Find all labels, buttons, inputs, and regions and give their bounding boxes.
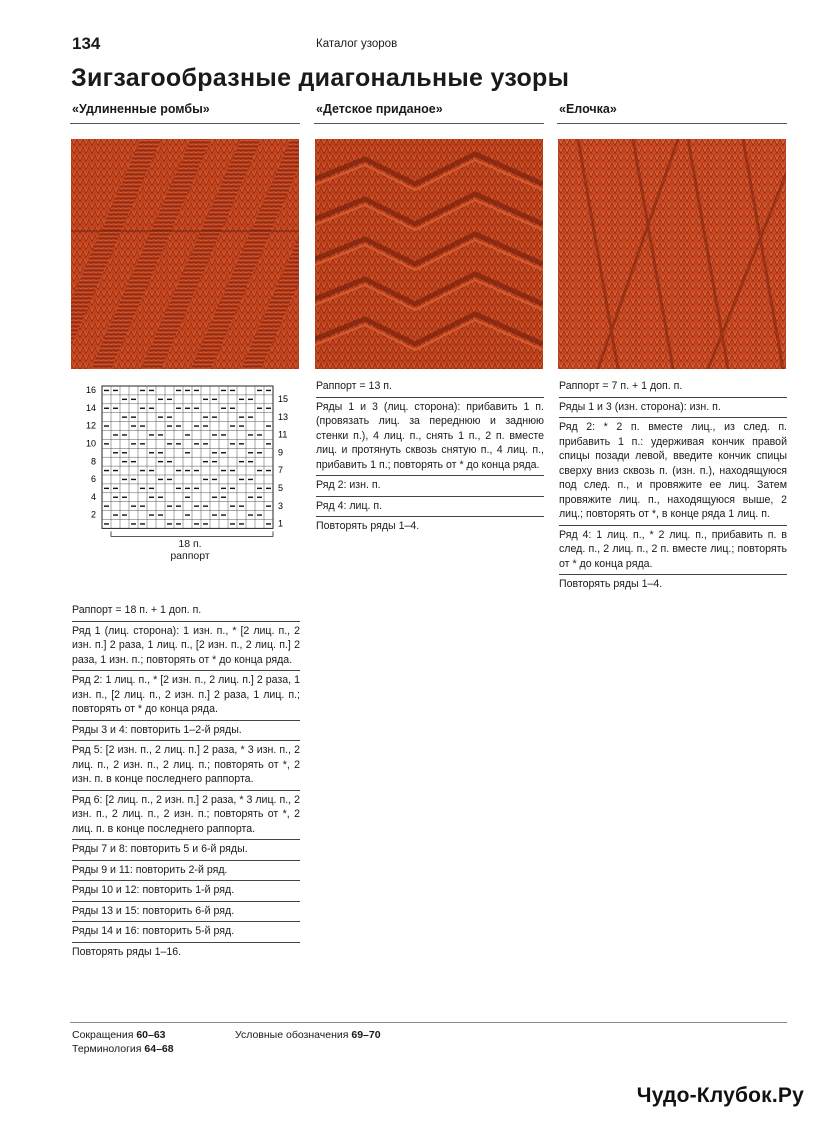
instruction-paragraph: Ряды 9 и 11: повторить 2-й ряд. [72,861,300,882]
footer-symbols-pages: 69–70 [351,1029,381,1041]
footer-terminology-label: Терминология [72,1043,142,1055]
footer-terminology-pages: 64–68 [144,1043,174,1055]
chart-row-number: 12 [85,420,96,431]
instruction-paragraph: Ряд 2: изн. п. [316,476,544,497]
instruction-paragraph: Повторять ряды 1–4. [559,578,663,590]
instructions-herringbone [559,377,787,595]
chart-row-number: 4 [90,491,96,502]
swatch-photo-baby-layette [315,139,543,369]
instruction-paragraph: Ряды 3 и 4: повторить 1–2-й ряды. [72,721,300,742]
instruction-paragraph: Ряд 5: [2 изн. п., 2 лиц. п.] 2 раза, * 3 изн. п., 2 лиц. п., 2 изн. п., 2 лиц. п.; повторять от *, 2 изн. п. в конце последнего раппорта. [72,741,300,791]
instruction-paragraph: Ряды 1 и 3 (изн. сторона): изн. п. [559,398,787,419]
swatch-photo-elongated-diamonds [71,139,299,369]
pattern-title-herringbone: «Елочка» [559,102,617,116]
instructions-baby-layette [316,377,544,537]
instruction-paragraph: Раппорт = 13 п. [316,377,544,398]
chart-caption-count: 18 п. [178,538,202,550]
footer-abbreviations-pages: 60–63 [136,1029,166,1041]
instruction-paragraph: Ряд 4: лиц. п. [316,497,544,518]
instruction-paragraph: Ряд 2: * 2 п. вместе лиц., из след. п. прибавить 1 п.: удерживая кончик правой спицы позади левой, введите кончик спицы сверху вниз сквозь п. (изн. п.), находящуюся под след. п., и провяжите ее лиц. Затем провяжите лиц. п., находящуюся выше, 2 лиц.; повторять от *, в конце ряда 1 лиц. п. [559,418,787,526]
chart-row-number: 6 [90,474,96,485]
instruction-paragraph: Ряд 2: 1 лиц. п., * [2 изн. п., 2 лиц. п.] 2 раза, 1 изн. п., [2 лиц. п., 2 изн. п.] 2 раза, 1 лиц. п.; повторять от * до конца ряда. [72,671,300,721]
instruction-paragraph: Ряды 13 и 15: повторить 6-й ряд. [72,902,300,923]
watermark-logo: Чудо-Клубок.Ру [636,1084,804,1107]
instruction-paragraph: Ряды 14 и 16: повторить 5-й ряд. [72,922,300,943]
page-title: Зигзагообразные диагональные узоры [71,64,570,92]
instruction-paragraph: Повторять ряды 1–4. [316,520,420,532]
instruction-paragraph: Ряды 1 и 3 (лиц. сторона): прибавить 1 п. (провязать лиц. за переднюю и заднюю стенки п.), 4 лиц. п., снять 1 п., 2 п. вместе лиц. и протянуть сквозь снятую п., 4 лиц. п., прибавить 1 п.; повторять от * до конца ряда. [316,398,544,477]
chart-row-number: 8 [90,456,96,467]
chart-row-number: 11 [278,429,288,440]
pattern-title-elongated-diamonds: «Удлиненные ромбы» [72,102,210,116]
chart-row-number: 2 [90,509,96,520]
pattern-title-baby-layette: «Детское приданое» [316,102,443,116]
instruction-paragraph: Ряды 7 и 8: повторить 5 и 6-й ряды. [72,840,300,861]
instruction-paragraph: Ряд 1 (лиц. сторона): 1 изн. п., * [2 лиц. п., 2 изн. п.] 2 раза, 1 лиц. п., [2 изн. п., 2 лиц. п.] 2 раза, 1 изн. п.; повторять от * до конца ряда. [72,622,300,672]
chart-repeat-bracket [111,531,273,536]
instruction-paragraph: Ряд 4: 1 лиц. п., * 2 лиц. п., прибавить п. в след. п., 2 лиц. п., 2 п. вместе лиц.; повторять от * до конца ряда. [559,526,787,576]
chart-row-number: 5 [278,483,284,494]
page-number: 134 [72,34,101,53]
instruction-paragraph: Ряды 10 и 12: повторить 1-й ряд. [72,881,300,902]
footer-rule [70,1022,787,1023]
instruction-paragraph: Повторять ряды 1–16. [72,945,182,958]
instruction-paragraph: Ряд 6: [2 лиц. п., 2 изн. п.] 2 раза, * 3 лиц. п., 2 изн. п., 2 лиц. п., 2 изн. п.; повторять от *, 2 лиц. п. в конце последнего раппорта. [72,791,300,841]
instruction-paragraph: Раппорт = 7 п. + 1 доп. п. [559,377,787,398]
chart-row-number: 13 [278,411,289,422]
chart-row-number: 3 [278,500,284,511]
running-head: Каталог узоров [316,38,398,50]
heading-rule [557,123,787,124]
chart-row-number: 1 [278,518,284,529]
chart-row-number: 10 [85,438,96,449]
heading-rule [314,123,544,124]
chart-row-number: 7 [278,465,284,476]
footer-abbreviations-label: Сокращения [72,1029,134,1041]
footer-symbols-label: Условные обозначения [235,1029,349,1041]
chart-caption-label: раппорт [170,550,210,562]
chart-row-number: 9 [278,447,284,458]
footer-terminology-link[interactable] [72,1042,174,1056]
footer-symbols-link[interactable] [235,1028,381,1042]
swatch-photo-herringbone [558,139,786,369]
instructions-elongated-diamonds [72,601,300,962]
chart-row-number: 16 [85,385,96,396]
instruction-paragraph: Раппорт = 18 п. + 1 доп. п. [72,601,300,622]
heading-rule [70,123,300,124]
chart-row-number: 14 [85,402,96,413]
footer-abbreviations-link[interactable] [72,1028,166,1042]
chart-row-number: 15 [278,394,289,405]
